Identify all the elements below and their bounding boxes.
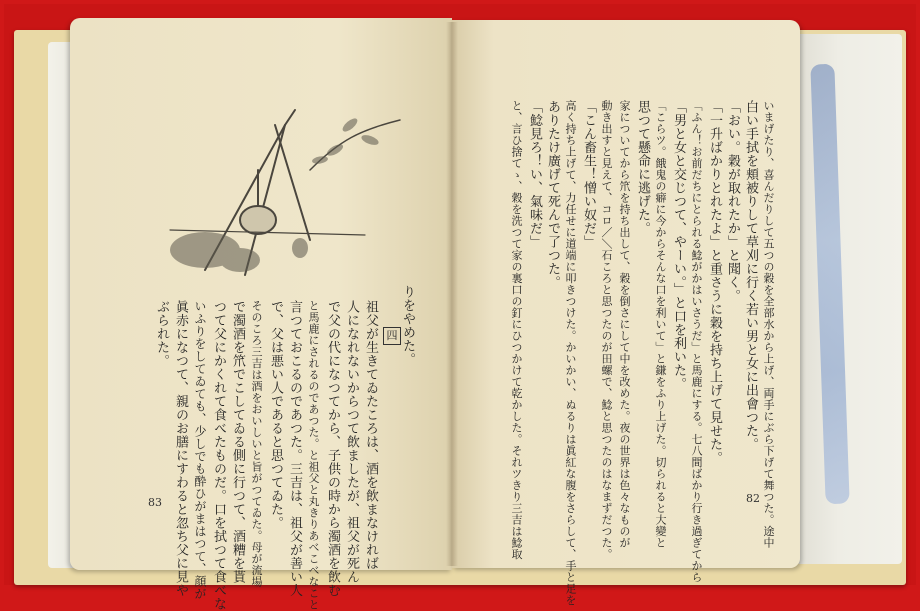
text-column: 思つて懸命に逃げた。: [635, 100, 650, 235]
text-column: ありたけ廣げて死んで了つた。: [545, 100, 560, 289]
leaf: [312, 155, 329, 165]
rock: [220, 248, 260, 272]
rock: [292, 238, 308, 258]
text-column: そのころ三吉は酒をおいしいと旨がつてゐた。母が流場: [250, 300, 263, 588]
page-number-left: 83: [148, 496, 162, 509]
text-column: 「ふん！お前だちにとられる鯰がかはいさうだ」と馬鹿にする。七八間ばかり行き過ぎてから: [690, 100, 703, 583]
text-column: 白い手拭を頬被りして草刈に行く若い男と女に出會つた。: [743, 100, 758, 451]
text-column: りをやめた。: [400, 285, 415, 366]
tripod-pole: [285, 110, 295, 125]
text-column: で、父は悪い人であると思つてゐた。: [268, 300, 283, 530]
leaf: [341, 116, 360, 134]
text-column: 高く持ち上げて、力任せに道端に叩きつけた。かいかい、ぬるりは眞紅な腹をさらして、手と足を: [564, 100, 577, 606]
text-column: 祖父が生きてゐたころは、酒を飲まなければ: [363, 300, 378, 570]
text-column: つて父にかくれて食べたものだ。口を拭つて食べな: [211, 300, 226, 611]
text-column: 眞赤になつて、親のお膳にすわると忽ち父に見や: [173, 300, 188, 597]
leaf: [325, 142, 345, 158]
text-column: で濁酒を笊でこしてゐる側に行つて、酒糟を貰: [230, 300, 245, 584]
text-column: で父の代になつてから、子供の時から濁酒を飲む: [325, 300, 340, 597]
text-column: 「おい。穀が取れたか」と聞く。: [725, 100, 740, 303]
text-column: いまげたり、喜んだりして五つの穀を全部水から上げ、両手にぶら下げて舞つた。途中: [762, 100, 775, 549]
text-column: 「こん畜生！憎い奴だ」: [581, 100, 596, 249]
tripod-pole: [275, 125, 310, 240]
text-column: 「男と女と交じつて、やーい。」と口を利いた。: [671, 100, 686, 391]
text-column: ぶられた。: [154, 300, 169, 368]
campfire-illustration: [160, 100, 410, 290]
book-gutter: [446, 22, 458, 566]
text-column: 家についてから笊を持ち出して、穀を倒さにして中を改めた。夜の世界は色々なものが: [618, 100, 631, 549]
text-column: と、言ひ捨てゝ、穀を洗つて家の裏口の釘にひつかけて乾かした。それツきり三吉は鯰取: [510, 100, 523, 560]
text-column: 「一升ばかりとれたよ」と重さうに穀を持ち上げて見せた。: [707, 100, 722, 465]
text-column: 人になれないからつて飲ましたが、祖父が死ん: [344, 300, 359, 584]
page-number-right: 82: [746, 492, 760, 505]
section-mark: 四: [383, 327, 401, 345]
leaf: [360, 133, 380, 147]
text-column: 言つておこるのであつた。三吉は、祖父が善い人: [287, 300, 302, 597]
text-column: 「こらツ。餓鬼の癖に今からそんな口を利いて」と鎌をふり上げた。切られると大變と: [654, 100, 667, 549]
text-column: 動き出すと見えて、コロ／＼石ころと思つたのが田螺で、鯰と思つたのはなまずだつた。: [600, 100, 613, 560]
text-column: いふりをしてゐても、少しでも酔ひがまはつて、顔が: [193, 300, 207, 600]
cooking-pot: [240, 206, 276, 234]
text-column: と馬鹿にされるのであつた。と祖父と丸きりあべこべなこと: [307, 300, 320, 611]
text-column: 「鯰見ろ！い、氣味だ」: [527, 100, 542, 249]
